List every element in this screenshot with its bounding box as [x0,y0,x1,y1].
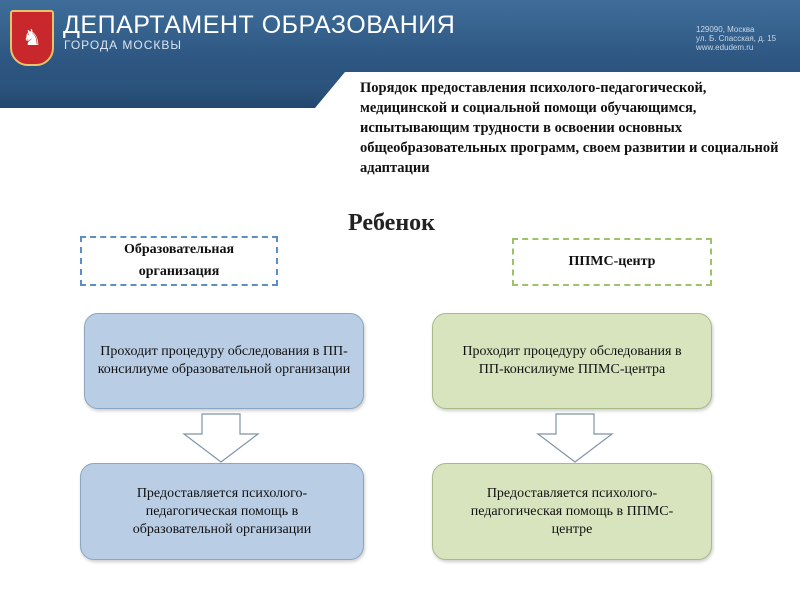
right-step2-card [432,463,712,560]
left-header-box [80,236,278,286]
right-header-box [512,238,712,286]
left-step1-text: Проходит процедуру обследования в ПП-консилиуме образовательной организации [97,344,351,377]
right-step1-text: Проходит процедуру обследования в ПП-консилиуме ППМС-центра [462,344,682,377]
down-arrow-icon [534,412,616,464]
left-step2-text: Предоставляется психолого-педагогическая помощь в образовательной организации [132,485,312,537]
address-link[interactable]: www.edudem.ru [696,43,754,52]
moscow-coat-of-arms-icon: ♞ [10,10,54,66]
left-step2-card [80,463,364,560]
department-title: ДЕПАРТАМЕНТ ОБРАЗОВАНИЯ [63,11,456,39]
center-label: Ребенок [348,210,435,236]
department-subtitle: ГОРОДА МОСКВЫ [64,38,183,52]
right-step2-text: Предоставляется психолого-педагогическая помощь в ППМС-центре [470,485,674,537]
header-band [0,80,340,108]
address-line: 129090, Москва [696,25,755,34]
address-block [696,25,776,52]
right-header-label: ППМС-центр [568,254,656,269]
right-step1-card [432,313,712,409]
page-title: Порядок предоставления психолого-педагогической, медицинской и социальной помощи обучающимся, испытывающим трудности в освоении основных общеобразовательных программ, своем развитии и социальной адаптации [360,80,779,176]
left-header-label: Образовательная организация [123,242,235,279]
address-line: ул. Б. Спасская, д. 15 [696,34,777,43]
left-step1-card [84,313,364,409]
down-arrow-icon [180,412,262,464]
